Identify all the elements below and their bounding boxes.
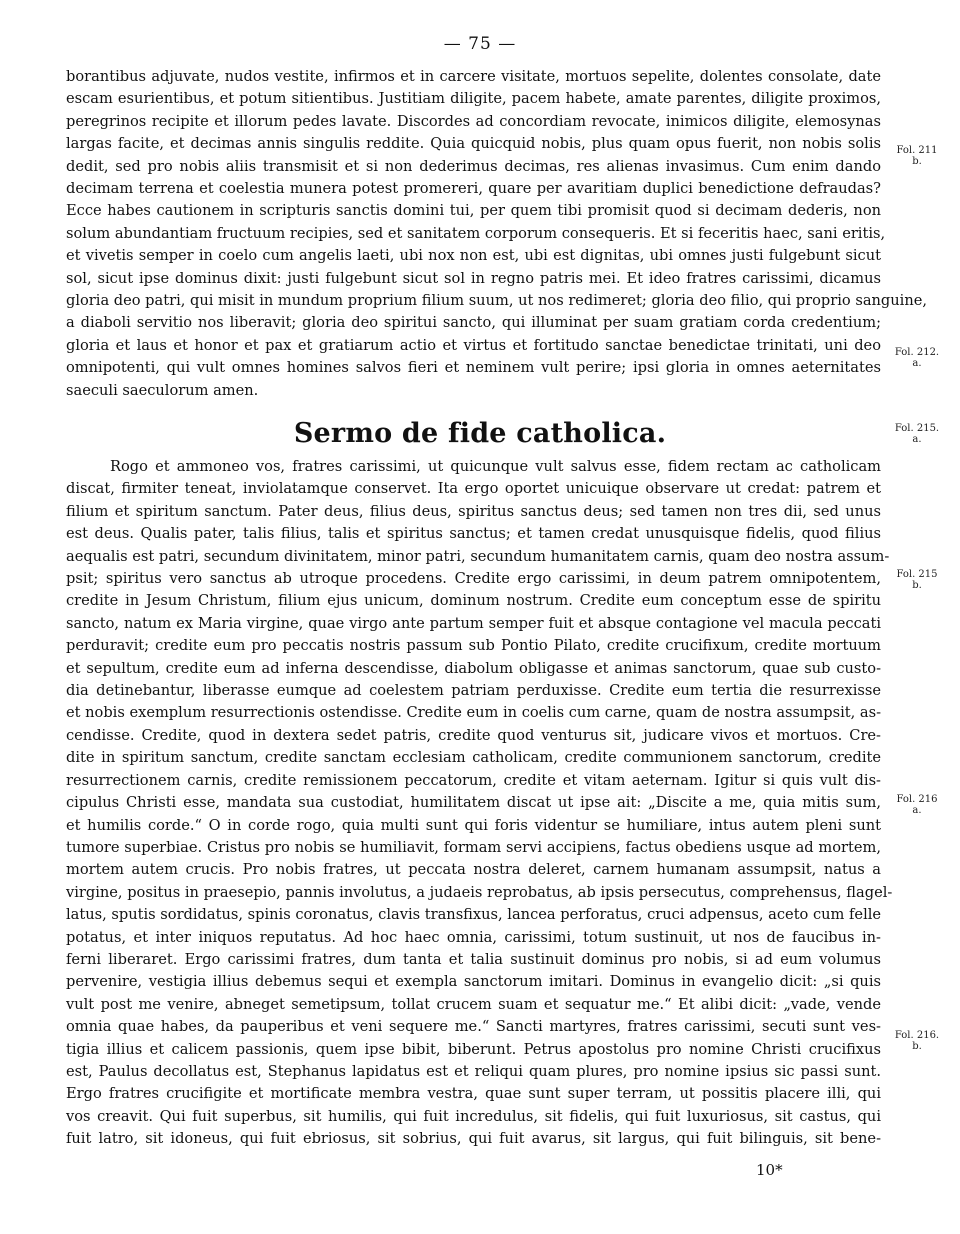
margin-note-line: Fol. 215. bbox=[894, 423, 940, 434]
margin-note-line: a. bbox=[912, 358, 922, 369]
margin-note-fol-215a bbox=[887, 423, 947, 445]
text-line: vult post me venire, abneget semetipsum, tollat crucem suam et sequatur me.“ Et alibi dicit: „vade, vende bbox=[66, 995, 881, 1013]
text-line: borantibus adjuvate, nudos vestite, infirmos et in carcere visitate, mortuos sepelite, dolentes consolate, date bbox=[66, 68, 881, 85]
text-line: cipulus Christi esse, mandata sua custodiat, humilitatem discat ut ipse ait: „Discite a me, quia mitis sum, bbox=[66, 794, 881, 812]
text-line: et humilis corde.“ O in corde rogo, quia multi sunt qui foris videntur se humiliare, intus autem pleni sunt bbox=[66, 816, 881, 834]
paragraph-sermo bbox=[66, 456, 893, 1151]
text-line: dedit, sed pro nobis aliis transmisit et si non dederimus decimas, res alienas invasimus. Cum enim dando bbox=[66, 157, 881, 175]
margin-note-line: Fol. 211 bbox=[896, 145, 938, 156]
text-line: gloria et laus et honor et pax et gratiarum actio et virtus et fortitudo sanctae benedictae trinitati, uni deo bbox=[66, 336, 881, 354]
text-line: est deus. Qualis pater, talis filius, talis et spiritus sanctus; et tamen credat unusquisque fidelis, quod filius bbox=[66, 525, 881, 543]
page-number: — 75 — bbox=[443, 34, 517, 54]
text-line: Ergo fratres crucifigite et mortificate membra vestra, quae sunt super terram, ut possitis placere illi, qui bbox=[66, 1085, 881, 1103]
text-line: fuit latro, sit idoneus, qui fuit ebriosus, sit sobrius, qui fuit avarus, sit largus, qui fuit bilinguis, sit bene- bbox=[66, 1130, 881, 1148]
text-line: vos creavit. Qui fuit superbus, sit humilis, qui fuit incredulus, sit fidelis, qui fuit luxuriosus, sit castus, qui bbox=[66, 1107, 881, 1125]
text-line: et nobis exemplum resurrectionis ostendisse. Credite eum in coelis cum carne, quam de nostra assumpsit, as- bbox=[66, 704, 882, 722]
margin-note-line: a. bbox=[912, 805, 922, 816]
margin-note-fol-211b bbox=[887, 145, 947, 167]
text-line: omnia quae habes, da pauperibus et veni sequere me.“ Sancti martyres, fratres carissimi, secuti sunt ves- bbox=[66, 1018, 881, 1036]
text-line: virgine, positus in praesepio, pannis involutus, a judaeis reprobatus, ab ipsis persecutus, comprehensus, flagel- bbox=[66, 883, 893, 901]
text-line: solum abundantiam fructuum recipies, sed et sanitatem corporum consequeris. Et si feceritis haec, sani eritis, bbox=[66, 224, 886, 242]
text-line: psit; spiritus vero sanctus ab utroque procedens. Credite ergo carissimi, in deum patrem omnipotentem, bbox=[66, 570, 881, 588]
text-line: potatus, et inter iniquos reputatus. Ad hoc haec omnia, carissimi, totum sustinuit, ut nos de faucibus in- bbox=[66, 928, 881, 946]
margin-note-fol-216b bbox=[887, 1030, 947, 1052]
text-line: tigia illius et calicem passionis, quem ipse bibit, biberunt. Petrus apostolus pro nomine Christi crucifixus bbox=[66, 1040, 881, 1058]
text-line: et vivetis semper in coelo cum angelis laeti, ubi nox non est, ubi est dignitas, ubi omnes justi fulgebunt sicut bbox=[66, 247, 881, 265]
margin-note-line: Fol. 215 bbox=[896, 569, 938, 580]
margin-note-fol-216a bbox=[887, 794, 947, 816]
margin-note-line: b. bbox=[912, 580, 922, 591]
text-line: dite in spiritum sanctum, credite sanctam ecclesiam catholicam, credite communionem sanctorum, credite bbox=[66, 749, 881, 767]
margin-note-line: Fol. 212. bbox=[894, 347, 940, 358]
margin-note-line: b. bbox=[912, 1041, 922, 1052]
text-line: Ecce habes cautionem in scripturis sanctis domini tui, per quem tibi promisit quod si decimam dederis, non bbox=[66, 202, 881, 220]
text-line: dia detinebantur, liberasse eumque ad coelestem patriam perduxisse. Credite eum tertia die resurrexisse bbox=[66, 682, 881, 700]
text-line: resurrectionem carnis, credite remissionem peccatorum, credite et vitam aeternam. Igitur si quis vult dis- bbox=[66, 771, 881, 789]
text-line: Rogo et ammoneo vos, fratres carissimi, ut quicunque vult salvus esse, fidem rectam ac catholicam bbox=[110, 458, 881, 475]
text-line: largas facite, et decimas annis singulis reddite. Quia quicquid nobis, plus quam opus fuerit, non nobis solis bbox=[66, 135, 881, 153]
margin-note-line: Fol. 216 bbox=[896, 794, 938, 805]
text-line: tumore superbiae. Cristus pro nobis se humiliavit, formam servi accipiens, factus obediens usque ad mortem, bbox=[66, 838, 881, 856]
text-line: et sepultum, credite eum ad inferna descendisse, diabolum obligasse et animas sanctorum, quae sub custo- bbox=[66, 659, 881, 677]
text-line: pervenire, vestigia illius debemus sequi et exempla sanctorum imitari. Dominus in evangelio dicit: „si quis bbox=[66, 973, 881, 991]
text-line: est, Paulus decollatus est, Stephanus lapidatus est et reliqui quam plures, pro nomine ipsius sic passi sunt. bbox=[66, 1062, 881, 1080]
text-line: sol, sicut ipse dominus dixit: justi fulgebunt sicut sol in regno patris mei. Et ideo fratres carissimi, dicamus bbox=[66, 269, 881, 287]
text-line: perduravit; credite eum pro peccatis nostris passum sub Pontio Pilato, credite crucifixum, credite mortuum bbox=[66, 637, 881, 655]
text-line: latus, sputis sordidatus, spinis coronatus, clavis transfixus, lancea perforatus, cruci adpensus, aceto cum felle bbox=[66, 906, 882, 924]
text-line: omnipotenti, qui vult omnes homines salvos fieri et neminem vult perire; ipsi gloria in omnes aeternitates bbox=[66, 359, 881, 377]
text-line: escam esurientibus, et potum sitientibus. Justitiam diligite, pacem habete, amate parentes, diligite proximos, bbox=[66, 90, 881, 108]
text-line: aequalis est patri, secundum divinitatem, minor patri, secundum humanitatem carnis, quam deo nostra assum- bbox=[66, 547, 890, 565]
margin-note-line: a. bbox=[912, 434, 922, 445]
text-line: gloria deo patri, qui misit in mundum proprium filium suum, ut nos redimeret; gloria deo filio, qui proprio sanguine, bbox=[66, 292, 927, 310]
signature-mark: 10* bbox=[756, 1161, 783, 1179]
text-line: ferni liberaret. Ergo carissimi fratres, dum tanta et talia sustinuit dominus pro nobis, si ad eum volumus bbox=[66, 950, 881, 968]
margin-note-line: Fol. 216. bbox=[894, 1030, 940, 1041]
text-line: saeculi saeculorum amen. bbox=[66, 381, 259, 399]
text-line: cendisse. Credite, quod in dextera sedet patris, credite quod venturus sit, judicare vivos et mortuos. Cre- bbox=[66, 726, 881, 744]
text-line: decimam terrena et coelestia munera potest promereri, quare per avaritiam duplici benedictione defraudas? bbox=[66, 180, 881, 198]
margin-note-fol-212a bbox=[887, 347, 947, 369]
margin-note-line: b. bbox=[912, 156, 922, 167]
text-line: a diaboli servitio nos liberavit; gloria deo spiritui sancto, qui illuminat per suam gratiam corda credentium; bbox=[66, 314, 881, 332]
text-line: discat, firmiter teneat, inviolatamque conservet. Ita ergo oportet unicuique observare ut credat: patrem et bbox=[66, 480, 881, 498]
section-heading: Sermo de fide catholica. bbox=[293, 418, 667, 449]
margin-note-fol-215b bbox=[887, 569, 947, 591]
text-line: peregrinos recipite et illorum pedes lavate. Discordes ad concordiam revocate, inimicos diligite, elemosynas bbox=[66, 112, 881, 130]
text-line: sancto, natum ex Maria virgine, quae virgo ante partum semper fuit et absque contagione vel macula peccati bbox=[66, 614, 881, 632]
text-line: credite in Jesum Christum, filium ejus unicum, dominum nostrum. Credite eum conceptum esse de spiritu bbox=[66, 592, 881, 610]
text-line: filium et spiritum sanctum. Pater deus, filius deus, spiritus sanctus deus; sed tamen non tres dii, sed unus bbox=[66, 502, 881, 520]
text-line: mortem autem crucis. Pro nobis fratres, ut peccata nostra deleret, carnem humanam assumpsit, natus a bbox=[66, 861, 881, 879]
